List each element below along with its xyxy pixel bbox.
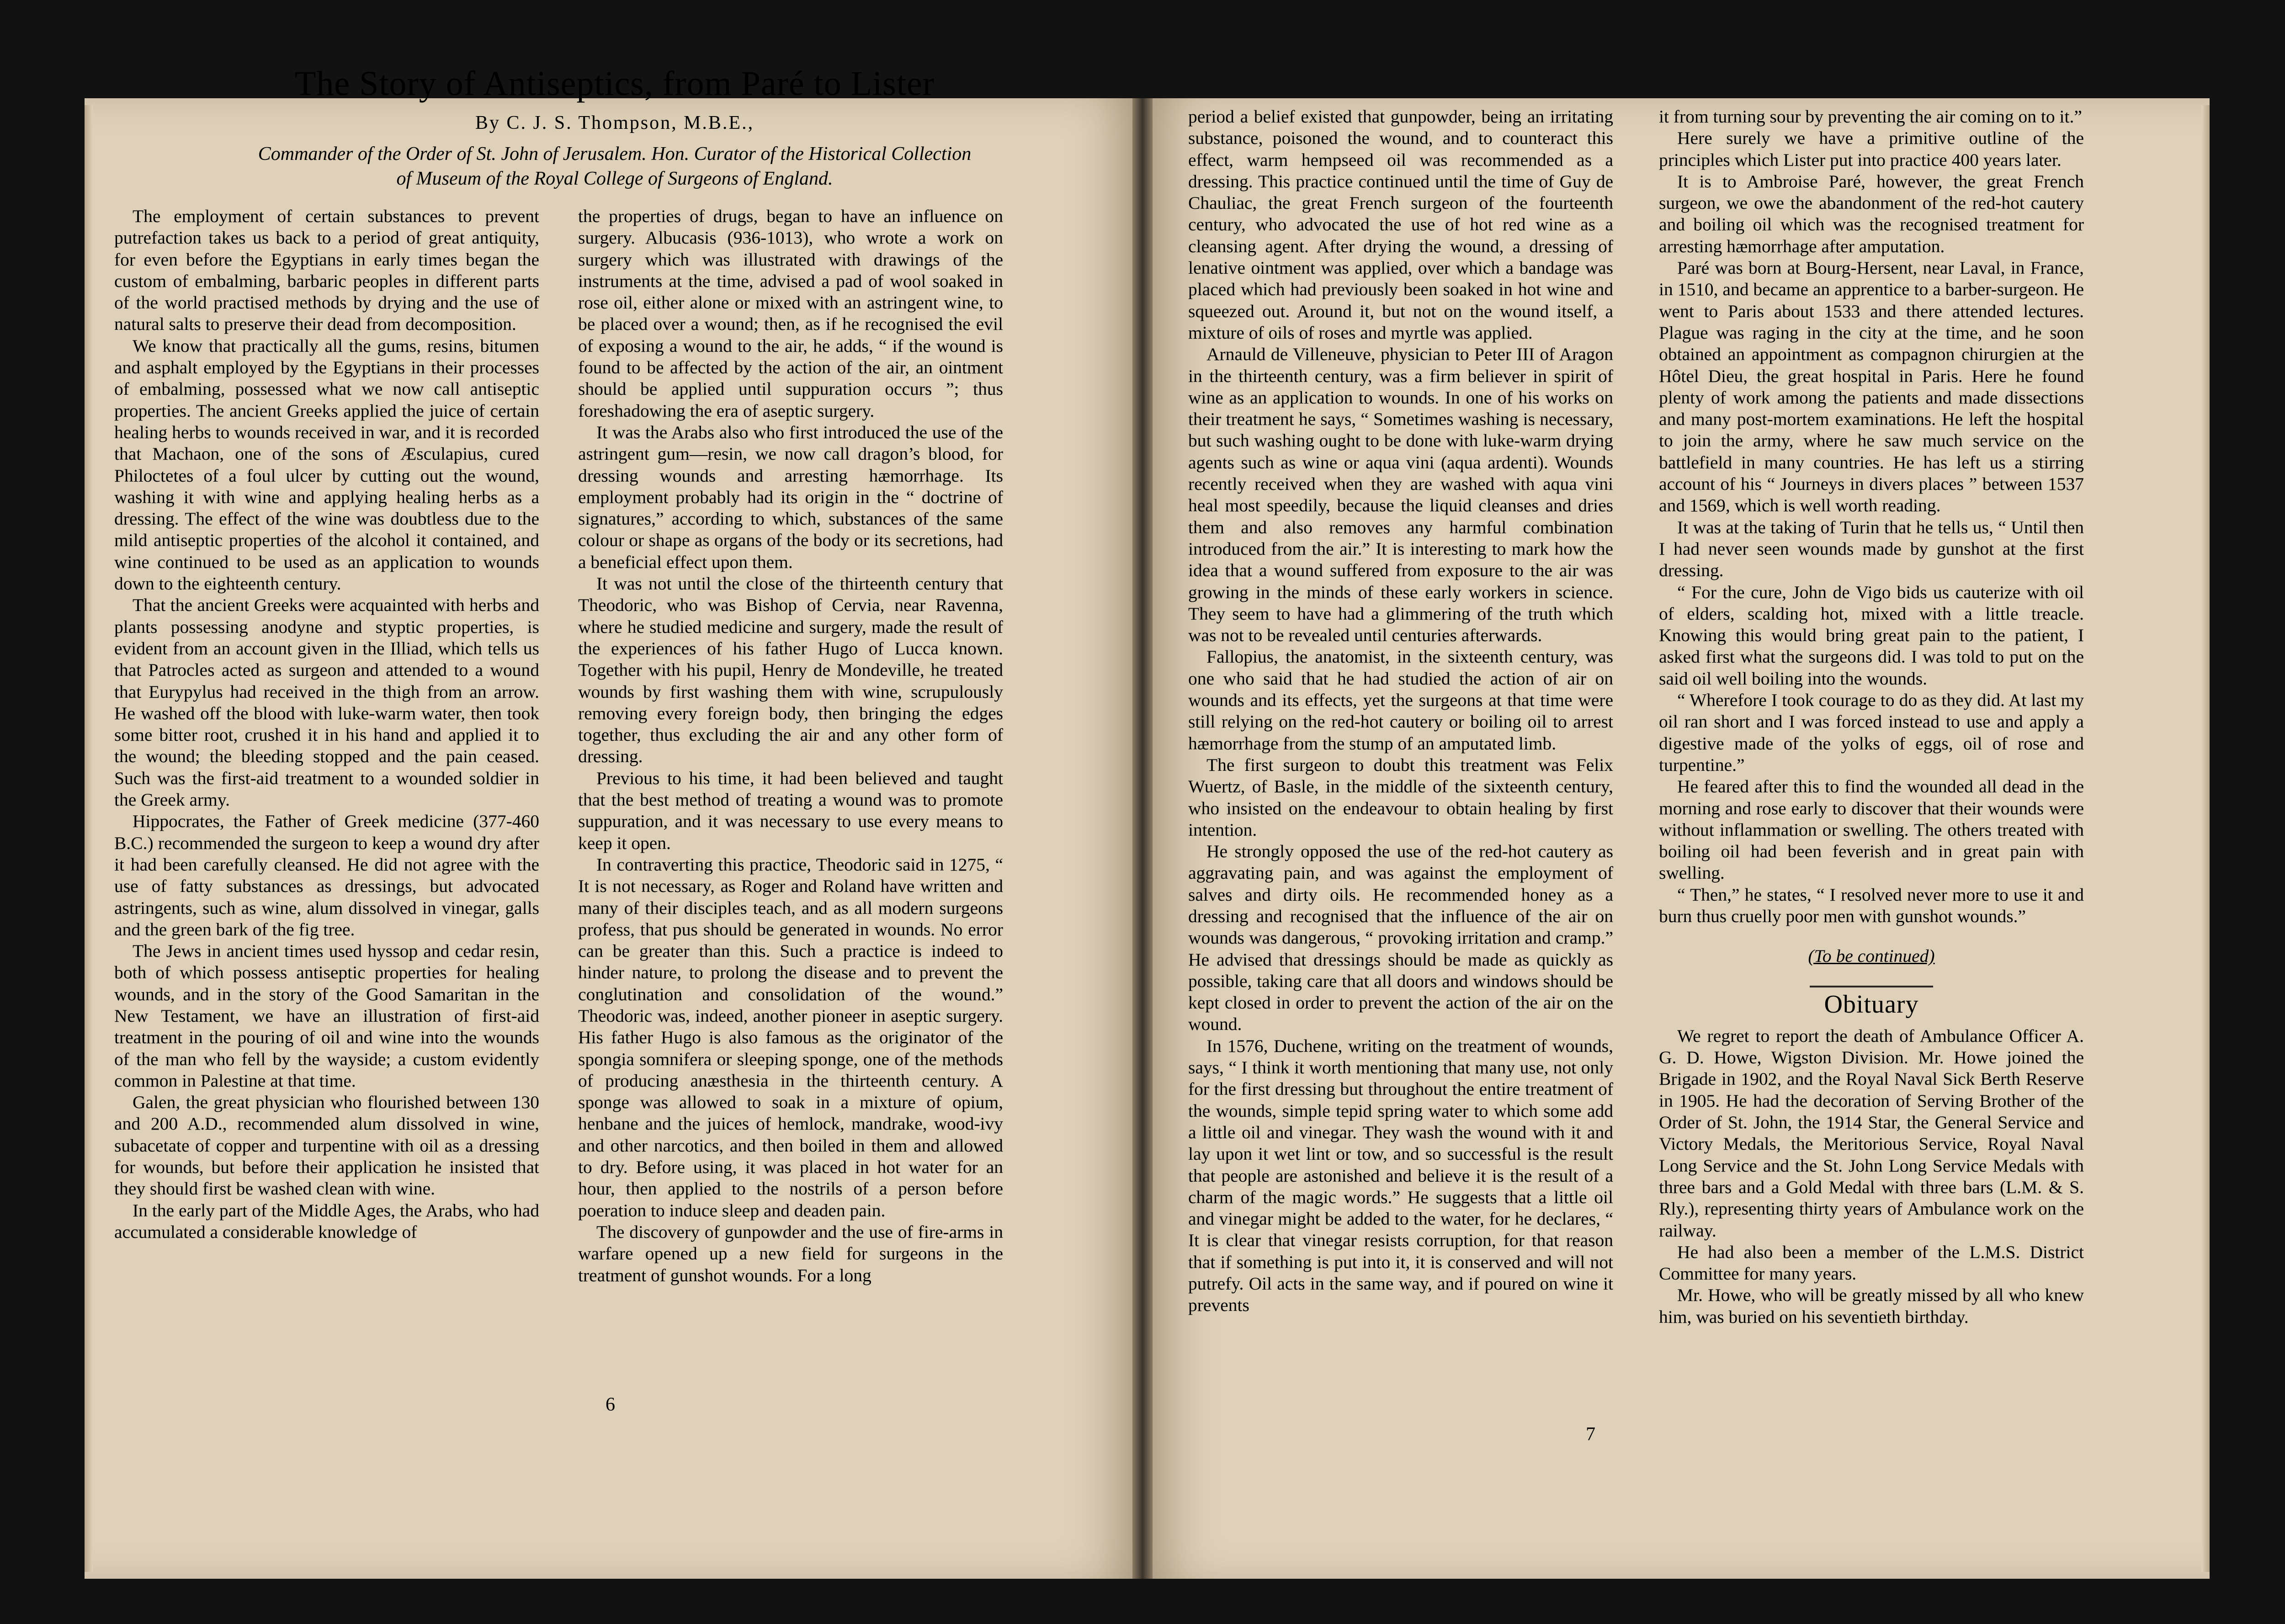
author-credentials — [151, 142, 1079, 191]
obituary-heading: Obituary — [1824, 990, 1919, 1019]
paragraph: “ Wherefore I took courage to do as they did. At last my oil ran short and I was forced instead to use and apply a digestive made of the yolks of eggs, oil of rose and turpentine.” — [1659, 690, 2084, 775]
paragraph: The first surgeon to doubt this treatment was Felix Wuertz, of Basle, in the middle of the sixteenth century, who insisted on the endeavour to obtain healing by first intention. — [1188, 754, 1613, 840]
left-page-column-2 — [578, 206, 1003, 1286]
paragraph: In 1576, Duchene, writing on the treatment of wounds, says, “ I think it worth mentioning that many use, not only for the first dressing but throughout the entire treatment of the wounds, simple tepid spring water to which some add a little oil and vinegar. They wash the wound with it and lay upon it wet lint or tow, and so successful is the result that people are astonished and believe it is the result of a charm of the magic words.” He suggests that a little oil and vinegar might be added to the water, for he declares, “ It is clear that vinegar resists corruption, for that reason that if something is put into it, it is conserved and will not putrefy. Oil acts in the same way, and if poured on wine it prevents — [1188, 1035, 1613, 1316]
right-page-edge — [2201, 105, 2210, 1572]
paragraph: It is to Ambroise Paré, however, the great French surgeon, we owe the abandonment of the red-hot cautery and boiling oil which was the recognised treatment for arresting hæmorrhage after amputation. — [1659, 171, 2084, 256]
page-number-left: 6 — [606, 1394, 615, 1415]
paragraph: Paré was born at Bourg-Hersent, near Laval, in France, in 1510, and became an apprentice to a barber-surgeon. He went to Paris about 1533 and there attended lectures. Plague was raging in the city at the time, and he soon obtained an appointment as compagnon chirurgien at the Hôtel Dieu, the great hospital in Paris. Here he found plenty of work among the patients and made dissections and many post-mortem examinations. He left the hospital to join the army, where he saw much service on the battlefield in many countries. He has left us a stirring account of his “ Journeys in divers places ” between 1537 and 1569, which is well worth reading. — [1659, 258, 2084, 516]
article-title: The Story of Antiseptics, from Paré to Lister — [294, 64, 935, 103]
article-byline: By C. J. S. Thompson, M.B.E., — [475, 112, 755, 133]
paragraph: We know that practically all the gums, resins, bitumen and asphalt employed by the Egyptians in their processes of embalming, possessed what we now call antiseptic properties. The ancient Greeks applied the juice of certain healing herbs to wounds received in war, and it is recorded that Machaon, one of the sons of Æsculapius, cured Philoctetes of a foul ulcer by cutting out the wound, washing it with wine and applying healing herbs as a dressing. The effect of the wine was doubtless due to the mild antiseptic properties of the alcohol it contained, and wine continued to be used as an application to wounds down to the eighteenth century. — [114, 335, 539, 594]
left-page-column-1 — [114, 206, 539, 1243]
paragraph: In the early part of the Middle Ages, the Arabs, who had accumulated a considerable knowledge of — [114, 1200, 539, 1242]
obituary-paragraph: He had also been a member of the L.M.S. District Committee for many years. — [1659, 1242, 2084, 1284]
paragraph: It was at the taking of Turin that he tells us, “ Until then I had never seen wounds made by gunshot at the first dressing. — [1659, 517, 2084, 581]
paragraph: period a belief existed that gunpowder, being an irritating substance, poisoned the wound, and to counteract this effect, warm hempseed oil was recommended as a dressing. This practice continued until the time of Guy de Chauliac, the great French surgeon of the fourteenth century, who advocated the use of hot red wine as a cleansing agent. After drying the wound, a dressing of lenative ointment was applied, over which a bandage was placed which had previously been soaked in hot wine and squeezed out. Around it, but not on the wound itself, a mixture of oils of roses and myrtle was applied. — [1188, 106, 1613, 343]
paragraph: Previous to his time, it had been believed and taught that the best method of treating a wound was to promote suppuration, and it was necessary to use every means to keep it open. — [578, 768, 1003, 853]
paragraph: He strongly opposed the use of the red-hot cautery as aggravating pain, and was against the employment of salves and dirty oils. He recommended honey as a dressing and recognised that the influence of the air on wounds was dangerous, “ provoking irritation and cramp.” He advised that dressings should be made as quickly as possible, taking care that all doors and windows should be kept closed in order to prevent the action of the air on the wound. — [1188, 841, 1613, 1035]
credential-line-1: Commander of the Order of St. John of Jerusalem. Hon. Curator of the Historical Collection — [258, 143, 972, 165]
obituary-paragraph: We regret to report the death of Ambulance Officer A. G. D. Howe, Wigston Division. Mr. Howe joined the Brigade in 1902, and the Royal Naval Sick Berth Reserve in 1905. He had the decoration of Serving Brother of the Order of St. John, the 1914 Star, the General Service and Victory Medals, the Meritorious Service, Royal Naval Long Service and the St. John Long Service Medals with three bars and a Gold Medal with three bars (L.M. & S. Rly.), representing thirty years of Ambulance work on the railway. — [1659, 1025, 2084, 1241]
to-be-continued-text: (To be continued) — [1808, 946, 1935, 966]
paragraph: The employment of certain substances to prevent putrefaction takes us back to a period of great antiquity, for even before the Egyptians in early times began the custom of embalming, barbaric peoples in different parts of the world practised methods by drying and the use of natural salts to preserve their dead from decomposition. — [114, 206, 539, 334]
paragraph: Here surely we have a primitive outline of the principles which Lister put into practice 400 years later. — [1659, 128, 2084, 170]
book-spine — [1132, 98, 1153, 1579]
paragraph: the properties of drugs, began to have an influence on surgery. Albucasis (936-1013), who wrote a work on surgery which was illustrated with drawings of the instruments at the time, advised a pad of wool soaked in rose oil, either alone or mixed with an astringent wine, to be placed over a wound; then, as if he recognised the evil of exposing a wound to the air, he adds, “ if the wound is found to be affected by the action of the air, an ointment should be applied until suppuration occurs ”; thus foreshadowing the era of aseptic surgery. — [578, 206, 1003, 421]
obituary-rule — [1810, 986, 1933, 987]
paragraph: “ Then,” he states, “ I resolved never more to use it and burn thus cruelly poor men with gunshot wounds.” — [1659, 884, 2084, 926]
paragraph: Galen, the great physician who flourished between 130 and 200 A.D., recommended alum dissolved in wine, subacetate of copper and turpentine with oil as a dressing for wounds, but before their application he insisted that they should first be washed clean with wine. — [114, 1092, 539, 1199]
paragraph: Hippocrates, the Father of Greek medicine (377-460 B.C.) recommended the surgeon to keep a wound dry after it had been carefully cleansed. He did not agree with the use of fatty substances as dressings, but advocated astringents, such as wine, alum dissolved in vinegar, galls and the green bark of the fig tree. — [114, 811, 539, 939]
page-number-right: 7 — [1586, 1424, 1595, 1445]
right-page-column-1 — [1188, 106, 1613, 1316]
paragraph: He feared after this to find the wounded all dead in the morning and rose early to discover that their wounds were without inflammation or swelling. The others treated with boiling oil had been feverish and in great pain with swelling. — [1659, 776, 2084, 883]
paragraph: In contraverting this practice, Theodoric said in 1275, “ It is not necessary, as Roger and Roland have written and many of their disciples teach, and as all modern surgeons profess, that pus should be generated in wounds. No error can be greater than this. Such a practice is indeed to hinder nature, to prolong the disease and to prevent the conglutination and consolidation of the wound.” Theodoric was, indeed, another pioneer in aseptic surgery. His father Hugo is also famous as the originator of the spongia somnifera or sleeping sponge, one of the methods of producing anæsthesia in the thirteenth century. A sponge was allowed to soak in a mixture of opium, henbane and the juices of hemlock, mandrake, wood-ivy and other narcotics, and then boiled in them and allowed to dry. Before using, it was placed in hot water for an hour, then applied to the nostrils of a person before poeration to induce sleep and deaden pain. — [578, 854, 1003, 1221]
paragraph: Fallopius, the anatomist, in the sixteenth century, was one who said that he had studied the action of air on wounds and its effects, yet the surgeons at that time were still relying on the red-hot cautery or boiling oil to arrest hæmorrhage from the stump of an amputated limb. — [1188, 647, 1613, 754]
paragraph: It was the Arabs also who first introduced the use of the astringent gum—resin, we now call dragon’s blood, for dressing wounds and arresting hæmorrhage. Its employment probably had its origin in the “ doctrine of signatures,” according to which, substances of the same colour or shape as organs of the body or its secretions, had a beneficial effect upon them. — [578, 422, 1003, 572]
credential-line-2: of Museum of the Royal College of Surgeons of England. — [396, 168, 833, 189]
paragraph: “ For the cure, John de Vigo bids us cauterize with oil of elders, scalding hot, mixed with a little treacle. Knowing this would bring great pain to the patient, I asked first what the surgeons did. I was told to put on the said oil well boiling into the wounds. — [1659, 582, 2084, 689]
paragraph: That the ancient Greeks were acquainted with herbs and plants possessing anodyne and styptic properties, is evident from an account given in the Illiad, which tells us that Patrocles acted as surgeon and attended to a wound that Eurypylus had received in the thigh from an arrow. He washed off the blood with luke-warm water, then took some bitter root, crushed it in his hand and applied it to the wound; the bleeding stopped and the pain ceased. Such was the first-aid treatment to a wounded soldier in the Greek army. — [114, 595, 539, 810]
right-page-column-2 — [1659, 106, 2084, 1328]
paragraph: It was not until the close of the thirteenth century that Theodoric, who was Bishop of Cervia, near Ravenna, where he studied medicine and surgery, made the result of the experiences of his father Hugo of Lucca known. Together with his pupil, Henry de Mondeville, he treated wounds by first washing them with wine, scrupulously removing every foreign body, then bringing the edges together, thus excluding the air and any other form of dressing. — [578, 573, 1003, 767]
paragraph: Arnauld de Villeneuve, physician to Peter III of Aragon in the thirteenth century, was a firm believer in spirit of wine as an application to wounds. In one of his works on their treatment he says, “ Sometimes washing is necessary, but such washing ought to be done with luke-warm drying agents such as wine or aqua vini (aqua ardenti). Wounds recently received when they are washed with aqua vini heal most speedily, because the liquid cleanses and dries them and also removes any harmful combination introduced from the air.” It is interesting to mark how the idea that a wound suffered from exposure to the air was growing in the minds of these early workers in science. They seem to have had a glimmering of the truth which was not to be revealed until centuries afterwards. — [1188, 344, 1613, 646]
obituary-paragraph: Mr. Howe, who will be greatly missed by all who knew him, was buried on his seventieth birthday. — [1659, 1285, 2084, 1327]
left-page-edge — [85, 105, 93, 1572]
paragraph: The Jews in ancient times used hyssop and cedar resin, both of which possess antiseptic properties for healing wounds, and in the story of the Good Samaritan in the New Testament, we have an illustration of first-aid treatment in the pouring of oil and wine into the wounds of the man who fell by the wayside; a custom evidently common in Palestine at that time. — [114, 941, 539, 1091]
paragraph: it from turning sour by preventing the air coming on to it.” — [1659, 106, 2082, 127]
paragraph: The discovery of gunpowder and the use of fire-arms in warfare opened up a new field for surgeons in the treatment of gunshot wounds. For a long — [578, 1221, 1003, 1285]
to-be-continued-note — [1659, 945, 2084, 967]
